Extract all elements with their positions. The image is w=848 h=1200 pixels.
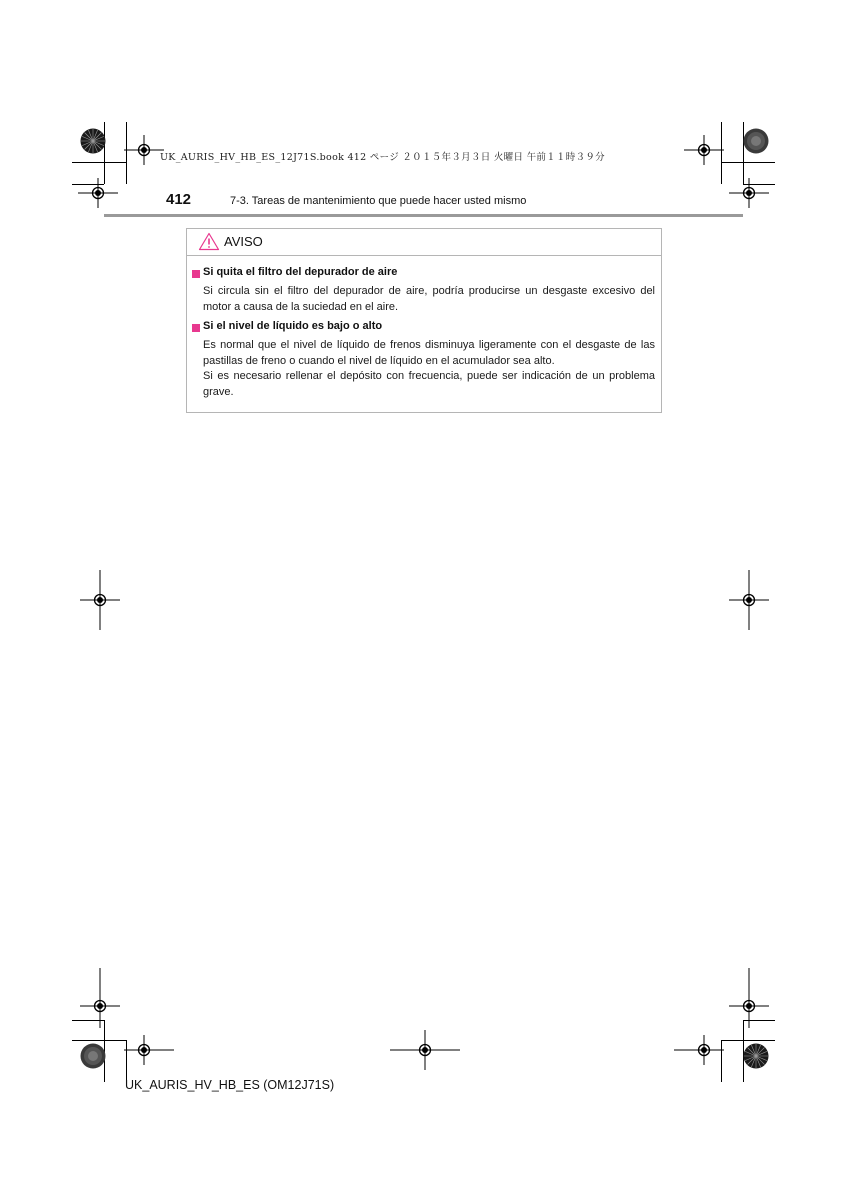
registration-mark-icon (80, 570, 120, 630)
color-calibration-star-icon (743, 1043, 769, 1069)
pink-square-bullet (192, 270, 200, 278)
warning-box (186, 228, 662, 413)
registration-mark-icon (674, 1035, 724, 1065)
item-heading: Si quita el filtro del depurador de aire (203, 266, 398, 278)
item-heading: Si el nivel de líquido es bajo o alto (203, 320, 383, 332)
registration-mark-icon (78, 178, 118, 208)
crop-line (721, 162, 775, 163)
registration-mark-icon (124, 135, 164, 165)
warning-title: AVISO (224, 234, 263, 249)
registration-mark-icon (729, 968, 769, 1028)
registration-mark-icon (390, 1030, 460, 1070)
warning-header (187, 229, 661, 256)
registration-mark-icon (729, 570, 769, 630)
item-paragraph: Es normal que el nivel de líquido de frenos disminuya ligeramente con el desgaste de las pastillas de freno o cuando el nivel de líquido en el acumulador sea alto. (203, 339, 655, 367)
item-paragraph: Si circula sin el filtro del depurador de aire, podría producirse un desgaste excesivo del motor a causa de la suciedad en el aire. (203, 285, 655, 313)
header-rule (104, 214, 743, 217)
page-number: 412 (166, 191, 192, 208)
footer-document-code: UK_AURIS_HV_HB_ES (OM12J71S) (125, 1078, 335, 1092)
crop-line (72, 1040, 126, 1041)
registration-mark-icon (684, 135, 724, 165)
item-paragraph: Si es necesario rellenar el depósito con frecuencia, puede ser indicación de un problema grave. (203, 370, 655, 398)
color-calibration-star-icon (80, 128, 106, 154)
color-calibration-star-icon (743, 128, 769, 154)
crop-line (72, 162, 126, 163)
pink-square-bullet (192, 324, 200, 332)
registration-mark-icon (80, 968, 120, 1028)
color-calibration-star-icon (80, 1043, 106, 1069)
crop-line (721, 1040, 775, 1041)
registration-mark-icon (124, 1035, 174, 1065)
warning-triangle-icon (198, 232, 220, 251)
file-header: UK_AURIS_HV_HB_ES_12J71S.book 412 ページ ２０１５年３月３日 火曜日 午前１１時３９分 (160, 152, 605, 163)
section-title: 7-3. Tareas de mantenimiento que puede hacer usted mismo (230, 195, 527, 207)
registration-mark-icon (729, 178, 769, 208)
